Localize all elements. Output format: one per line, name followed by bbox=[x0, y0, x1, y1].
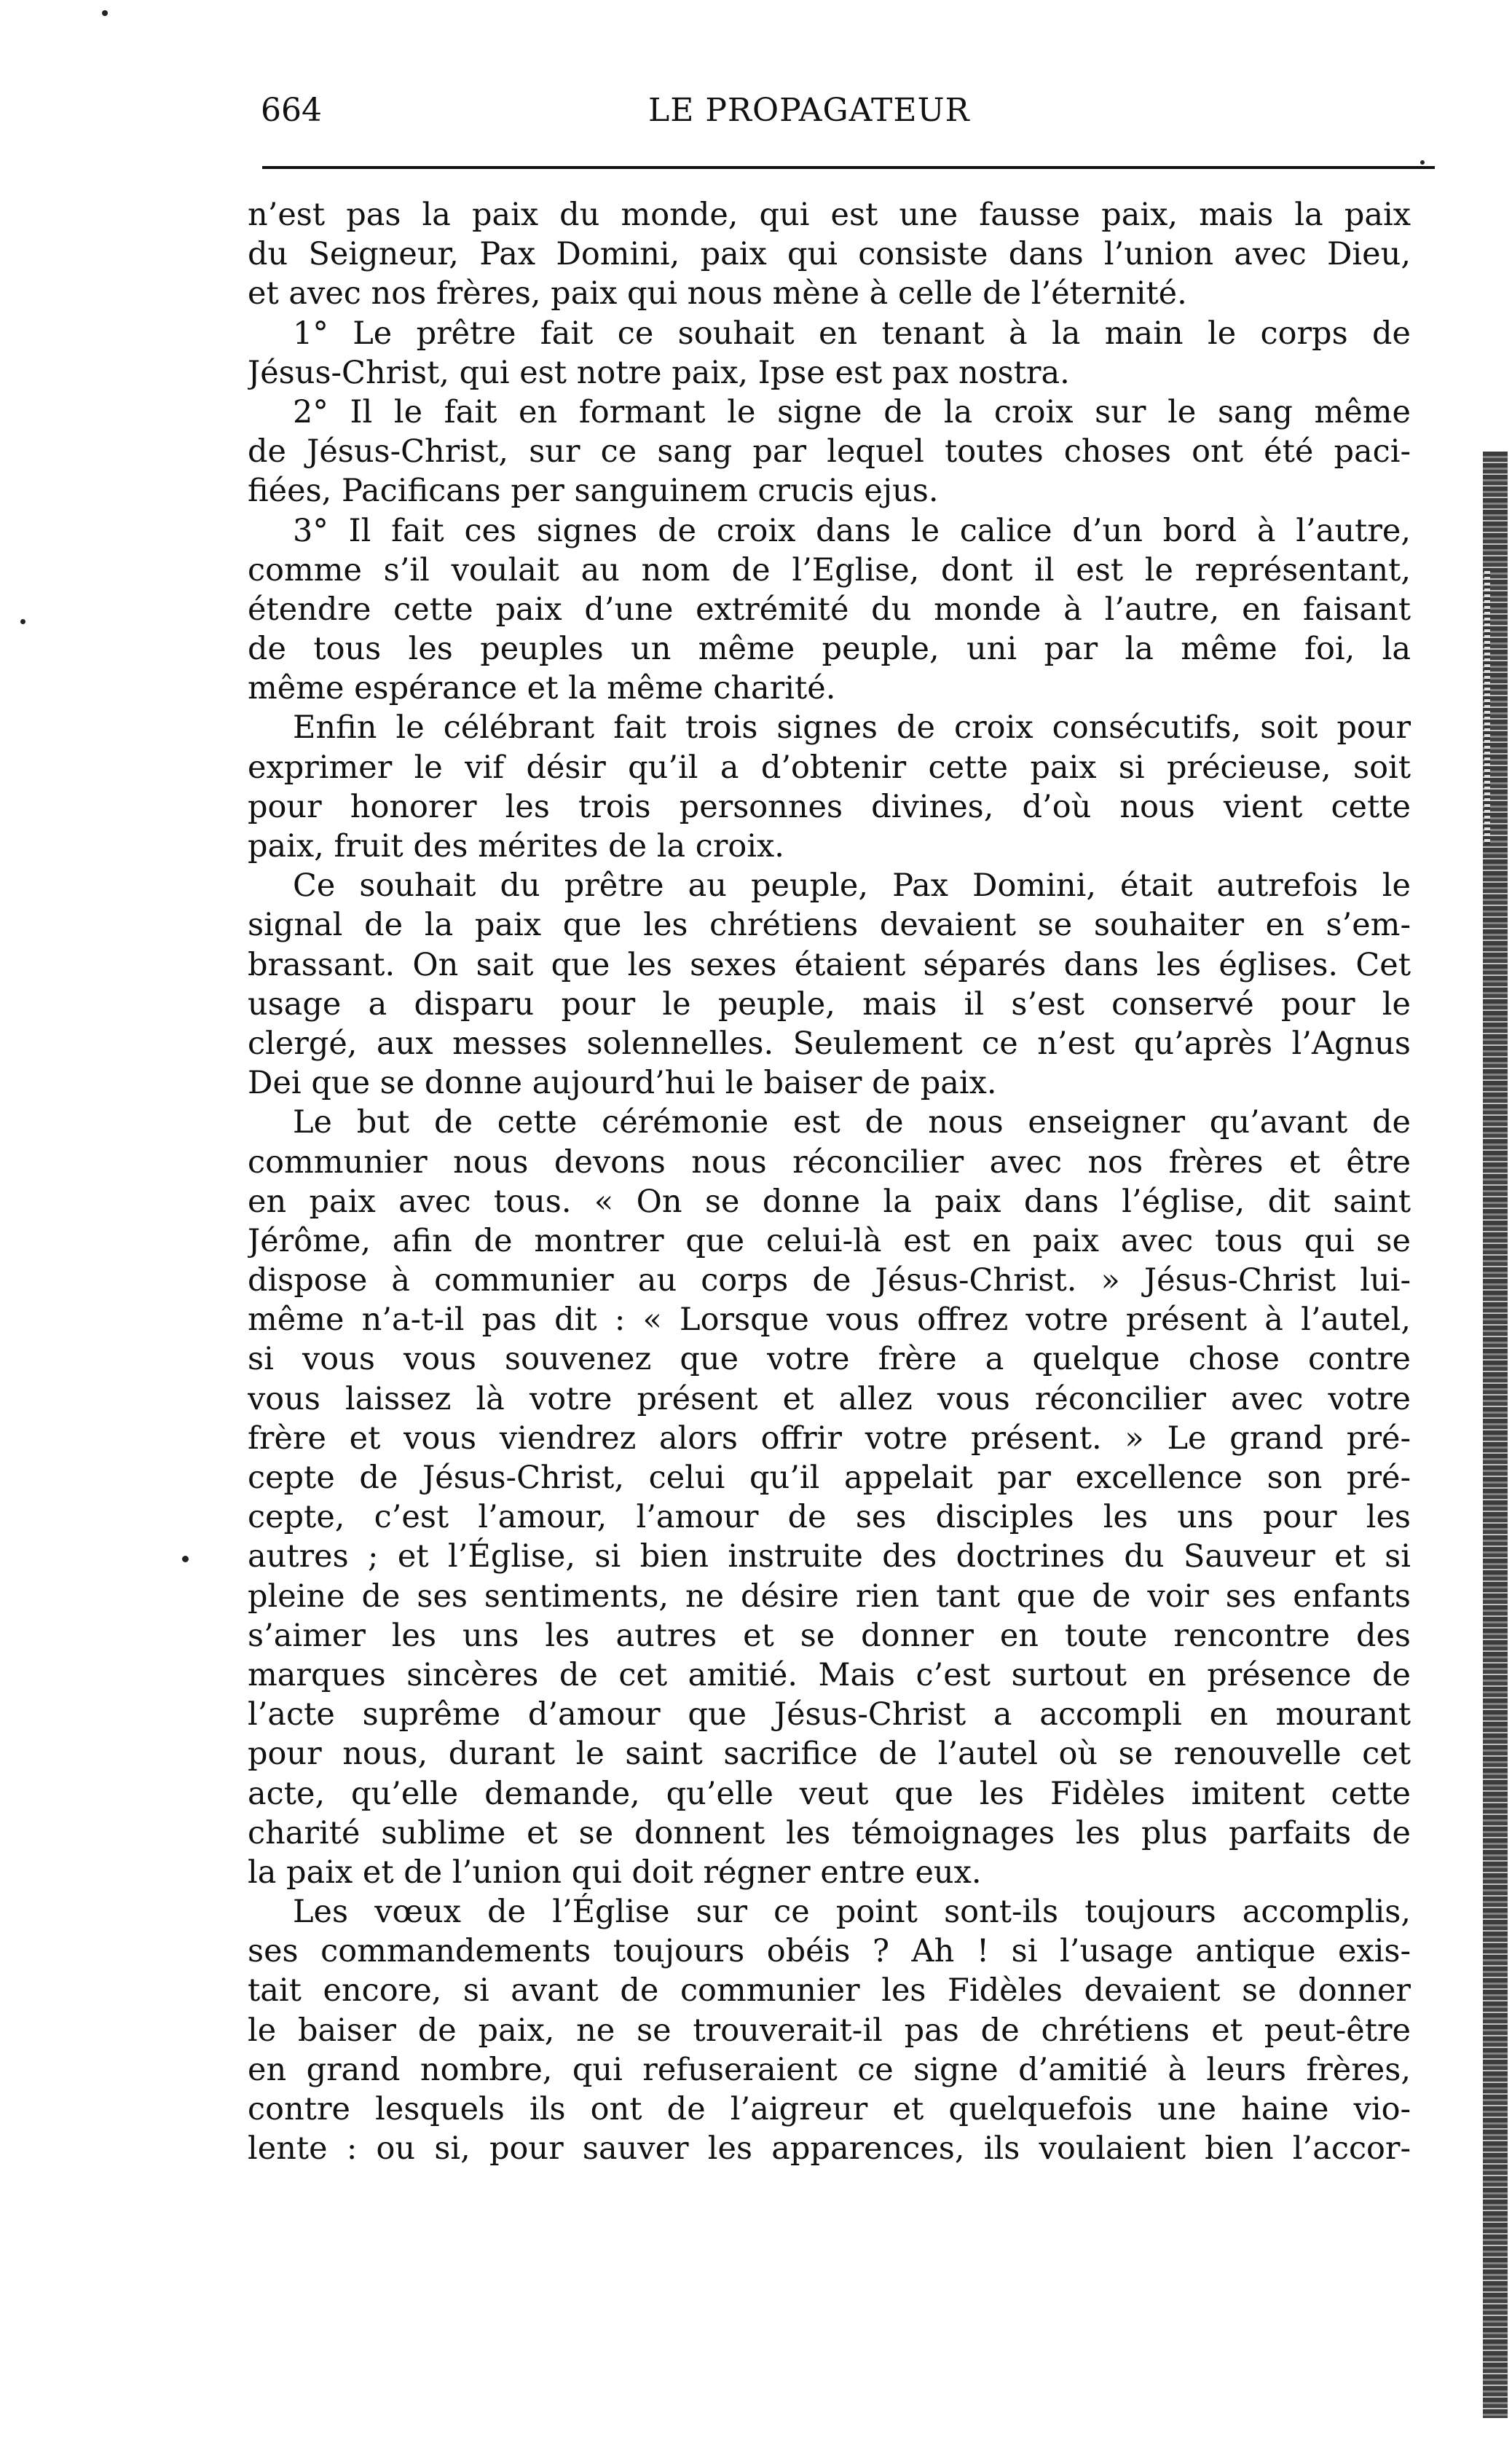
ink-speck bbox=[20, 619, 25, 624]
text-line: usage a disparu pour le peuple, mais il s’est conservé pour le bbox=[248, 985, 1411, 1023]
text-line: pleine de ses sentiments, ne désire rien tant que de voir ses enfants bbox=[248, 1578, 1411, 1615]
text-line: en grand nombre, qui refuseraient ce signe d’amitié à leurs frères, bbox=[248, 2051, 1411, 2088]
text-line: signal de la paix que les chrétiens devaient se souhaiter en s’em- bbox=[248, 907, 1411, 944]
text-line: fiées, Pacificans per sanguinem crucis ejus. bbox=[248, 473, 939, 510]
text-line: frère et vous viendrez alors offrir votre présent. » Le grand pré- bbox=[248, 1420, 1411, 1457]
text-line: 1° Le prêtre fait ce souhait en tenant à la main le corps de bbox=[293, 315, 1411, 352]
text-line: brassant. On sait que les sexes étaient séparés dans les églises. Cet bbox=[248, 946, 1411, 983]
text-line: Enfin le célébrant fait trois signes de croix consécutifs, soit pour bbox=[293, 709, 1411, 747]
text-line: même n’a-t-il pas dit : « Lorsque vous offrez votre présent à l’autel, bbox=[248, 1302, 1411, 1339]
text-line: pour honorer les trois personnes divines, d’où nous vient cette bbox=[248, 788, 1411, 825]
ink-speck bbox=[1420, 160, 1425, 165]
text-line: lente : ou si, pour sauver les apparences, ils voulaient bien l’accor- bbox=[248, 2130, 1411, 2168]
text-line: 2° Il le fait en formant le signe de la croix sur le sang même bbox=[293, 393, 1411, 430]
text-line: autres ; et l’Église, si bien instruite des doctrines du Sauveur et si bbox=[248, 1538, 1411, 1575]
text-line: vous laissez là votre présent et allez vous réconcilier avec votre bbox=[248, 1380, 1411, 1417]
text-line: et avec nos frères, paix qui nous mène à celle de l’éternité. bbox=[248, 275, 1187, 312]
text-line: communier nous devons nous réconcilier avec nos frères et être bbox=[248, 1143, 1411, 1181]
ink-speck bbox=[102, 10, 108, 16]
text-line: Le but de cette cérémonie est de nous enseigner qu’avant de bbox=[293, 1104, 1411, 1141]
text-line: charité sublime et se donnent les témoignages les plus parfaits de bbox=[248, 1814, 1411, 1851]
text-line: même espérance et la même charité. bbox=[248, 670, 836, 707]
text-line: cepte, c’est l’amour, l’amour de ses disciples les uns pour les bbox=[248, 1499, 1411, 1536]
text-line: de tous les peuples un même peuple, uni par la même foi, la bbox=[248, 631, 1411, 668]
text-line: marques sincères de cet amitié. Mais c’est surtout en présence de bbox=[248, 1656, 1411, 1693]
text-line: si vous vous souvenez que votre frère a quelque chose contre bbox=[248, 1341, 1411, 1378]
text-line: pour nous, durant le saint sacrifice de l’autel où se renouvelle cet bbox=[248, 1736, 1411, 1773]
text-line: ses commandements toujours obéis ? Ah ! si l’usage antique exis- bbox=[248, 1933, 1411, 1970]
text-line: n’est pas la paix du monde, qui est une fausse paix, mais la paix bbox=[248, 197, 1411, 233]
page-edge-shadow bbox=[1484, 568, 1490, 845]
page-header bbox=[255, 89, 1431, 140]
text-line: Ce souhait du prêtre au peuple, Pax Domini, était autrefois le bbox=[293, 867, 1411, 905]
body-text bbox=[248, 195, 1411, 2168]
text-line: clergé, aux messes solennelles. Seulement ce n’est qu’après l’Agnus bbox=[248, 1025, 1411, 1062]
header-rule bbox=[262, 166, 1435, 169]
text-line: acte, qu’elle demande, qu’elle veut que les Fidèles imitent cette bbox=[248, 1775, 1411, 1812]
text-line: Jésus-Christ, qui est notre paix, Ipse est pax nostra. bbox=[248, 354, 1070, 391]
text-line: tait encore, si avant de communier les Fidèles devaient se donner bbox=[248, 1972, 1411, 2009]
text-line: paix, fruit des mérites de la croix. bbox=[248, 828, 784, 865]
text-line: contre lesquels ils ont de l’aigreur et quelquefois une haine vio- bbox=[248, 2091, 1411, 2127]
text-line: le baiser de paix, ne se trouverait-il pas de chrétiens et peut-être bbox=[248, 2012, 1411, 2049]
text-line: du Seigneur, Pax Domini, paix qui consiste dans l’union avec Dieu, bbox=[248, 236, 1411, 273]
text-line: en paix avec tous. « On se donne la paix dans l’église, dit saint bbox=[248, 1183, 1411, 1220]
text-line: de Jésus-Christ, sur ce sang par lequel toutes choses ont été paci- bbox=[248, 433, 1411, 471]
text-line: Les vœux de l’Église sur ce point sont-ils toujours accomplis, bbox=[293, 1894, 1411, 1931]
text-line: étendre cette paix d’une extrémité du monde à l’autre, en faisant bbox=[248, 591, 1411, 628]
running-title: LE PROPAGATEUR bbox=[648, 92, 970, 129]
text-line: Dei que se donne aujourd’hui le baiser de paix. bbox=[248, 1065, 997, 1102]
text-line: l’acte suprême d’amour que Jésus-Christ a accompli en mourant bbox=[248, 1696, 1411, 1733]
text-line: cepte de Jésus-Christ, celui qu’il appelait par excellence son pré- bbox=[248, 1460, 1411, 1496]
page-number: 664 bbox=[261, 92, 322, 129]
ink-speck bbox=[182, 1556, 189, 1562]
text-line: s’aimer les uns les autres et se donner en toute rencontre des bbox=[248, 1617, 1411, 1654]
text-line: dispose à communier au corps de Jésus-Christ. » Jésus-Christ lui- bbox=[248, 1262, 1411, 1299]
text-line: comme s’il voulait au nom de l’Eglise, dont il est le représentant, bbox=[248, 551, 1411, 588]
text-line: la paix et de l’union qui doit régner entre eux. bbox=[248, 1854, 982, 1891]
text-line: 3° Il fait ces signes de croix dans le calice d’un bord à l’autre, bbox=[293, 512, 1411, 549]
text-line: exprimer le vif désir qu’il a d’obtenir cette paix si précieuse, soit bbox=[248, 749, 1411, 786]
text-line: Jérôme, afin de montrer que celui-là est en paix avec tous qui se bbox=[248, 1222, 1411, 1259]
